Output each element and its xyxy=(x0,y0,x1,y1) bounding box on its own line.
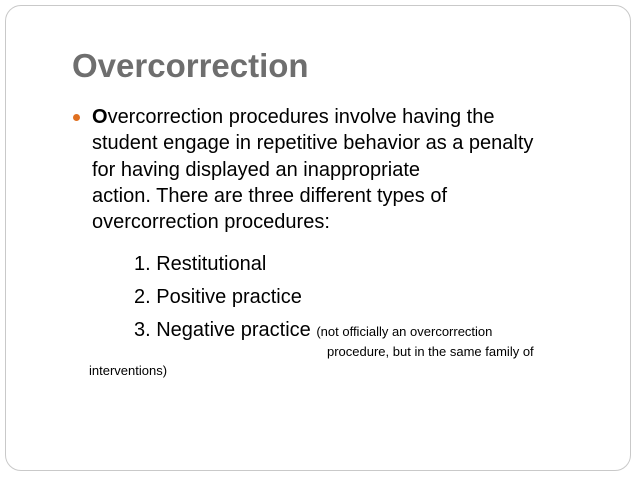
bullet-line-1-rest: vercorrection procedures involve having the xyxy=(107,106,495,128)
note-part-1: (not officially an overcorrection xyxy=(316,324,493,339)
bullet-line-3: for having displayed an inappropriate xyxy=(92,158,420,181)
list-item-negative-practice-label: 3. Negative practice xyxy=(134,319,311,341)
bullet-dot-icon xyxy=(73,114,80,121)
bullet-line-2: student engage in repetitive behavior as a penalty xyxy=(92,132,534,155)
list-item-negative-practice xyxy=(134,318,492,344)
bullet-line-4: action. There are three different types of xyxy=(92,184,448,207)
bullet-text xyxy=(92,104,612,235)
list-item-positive-practice: 2. Positive practice xyxy=(134,286,302,308)
bullet-line-5: overcorrection procedures: xyxy=(92,211,330,234)
note-part-2: procedure, but in the same family of xyxy=(327,344,534,359)
note-part-3: interventions) xyxy=(89,363,168,378)
bullet-line-1 xyxy=(92,104,612,130)
slide-title: Overcorrection xyxy=(72,47,309,84)
list-item-restitutional: 1. Restitutional xyxy=(134,253,267,275)
bullet-initial: O xyxy=(92,106,108,128)
